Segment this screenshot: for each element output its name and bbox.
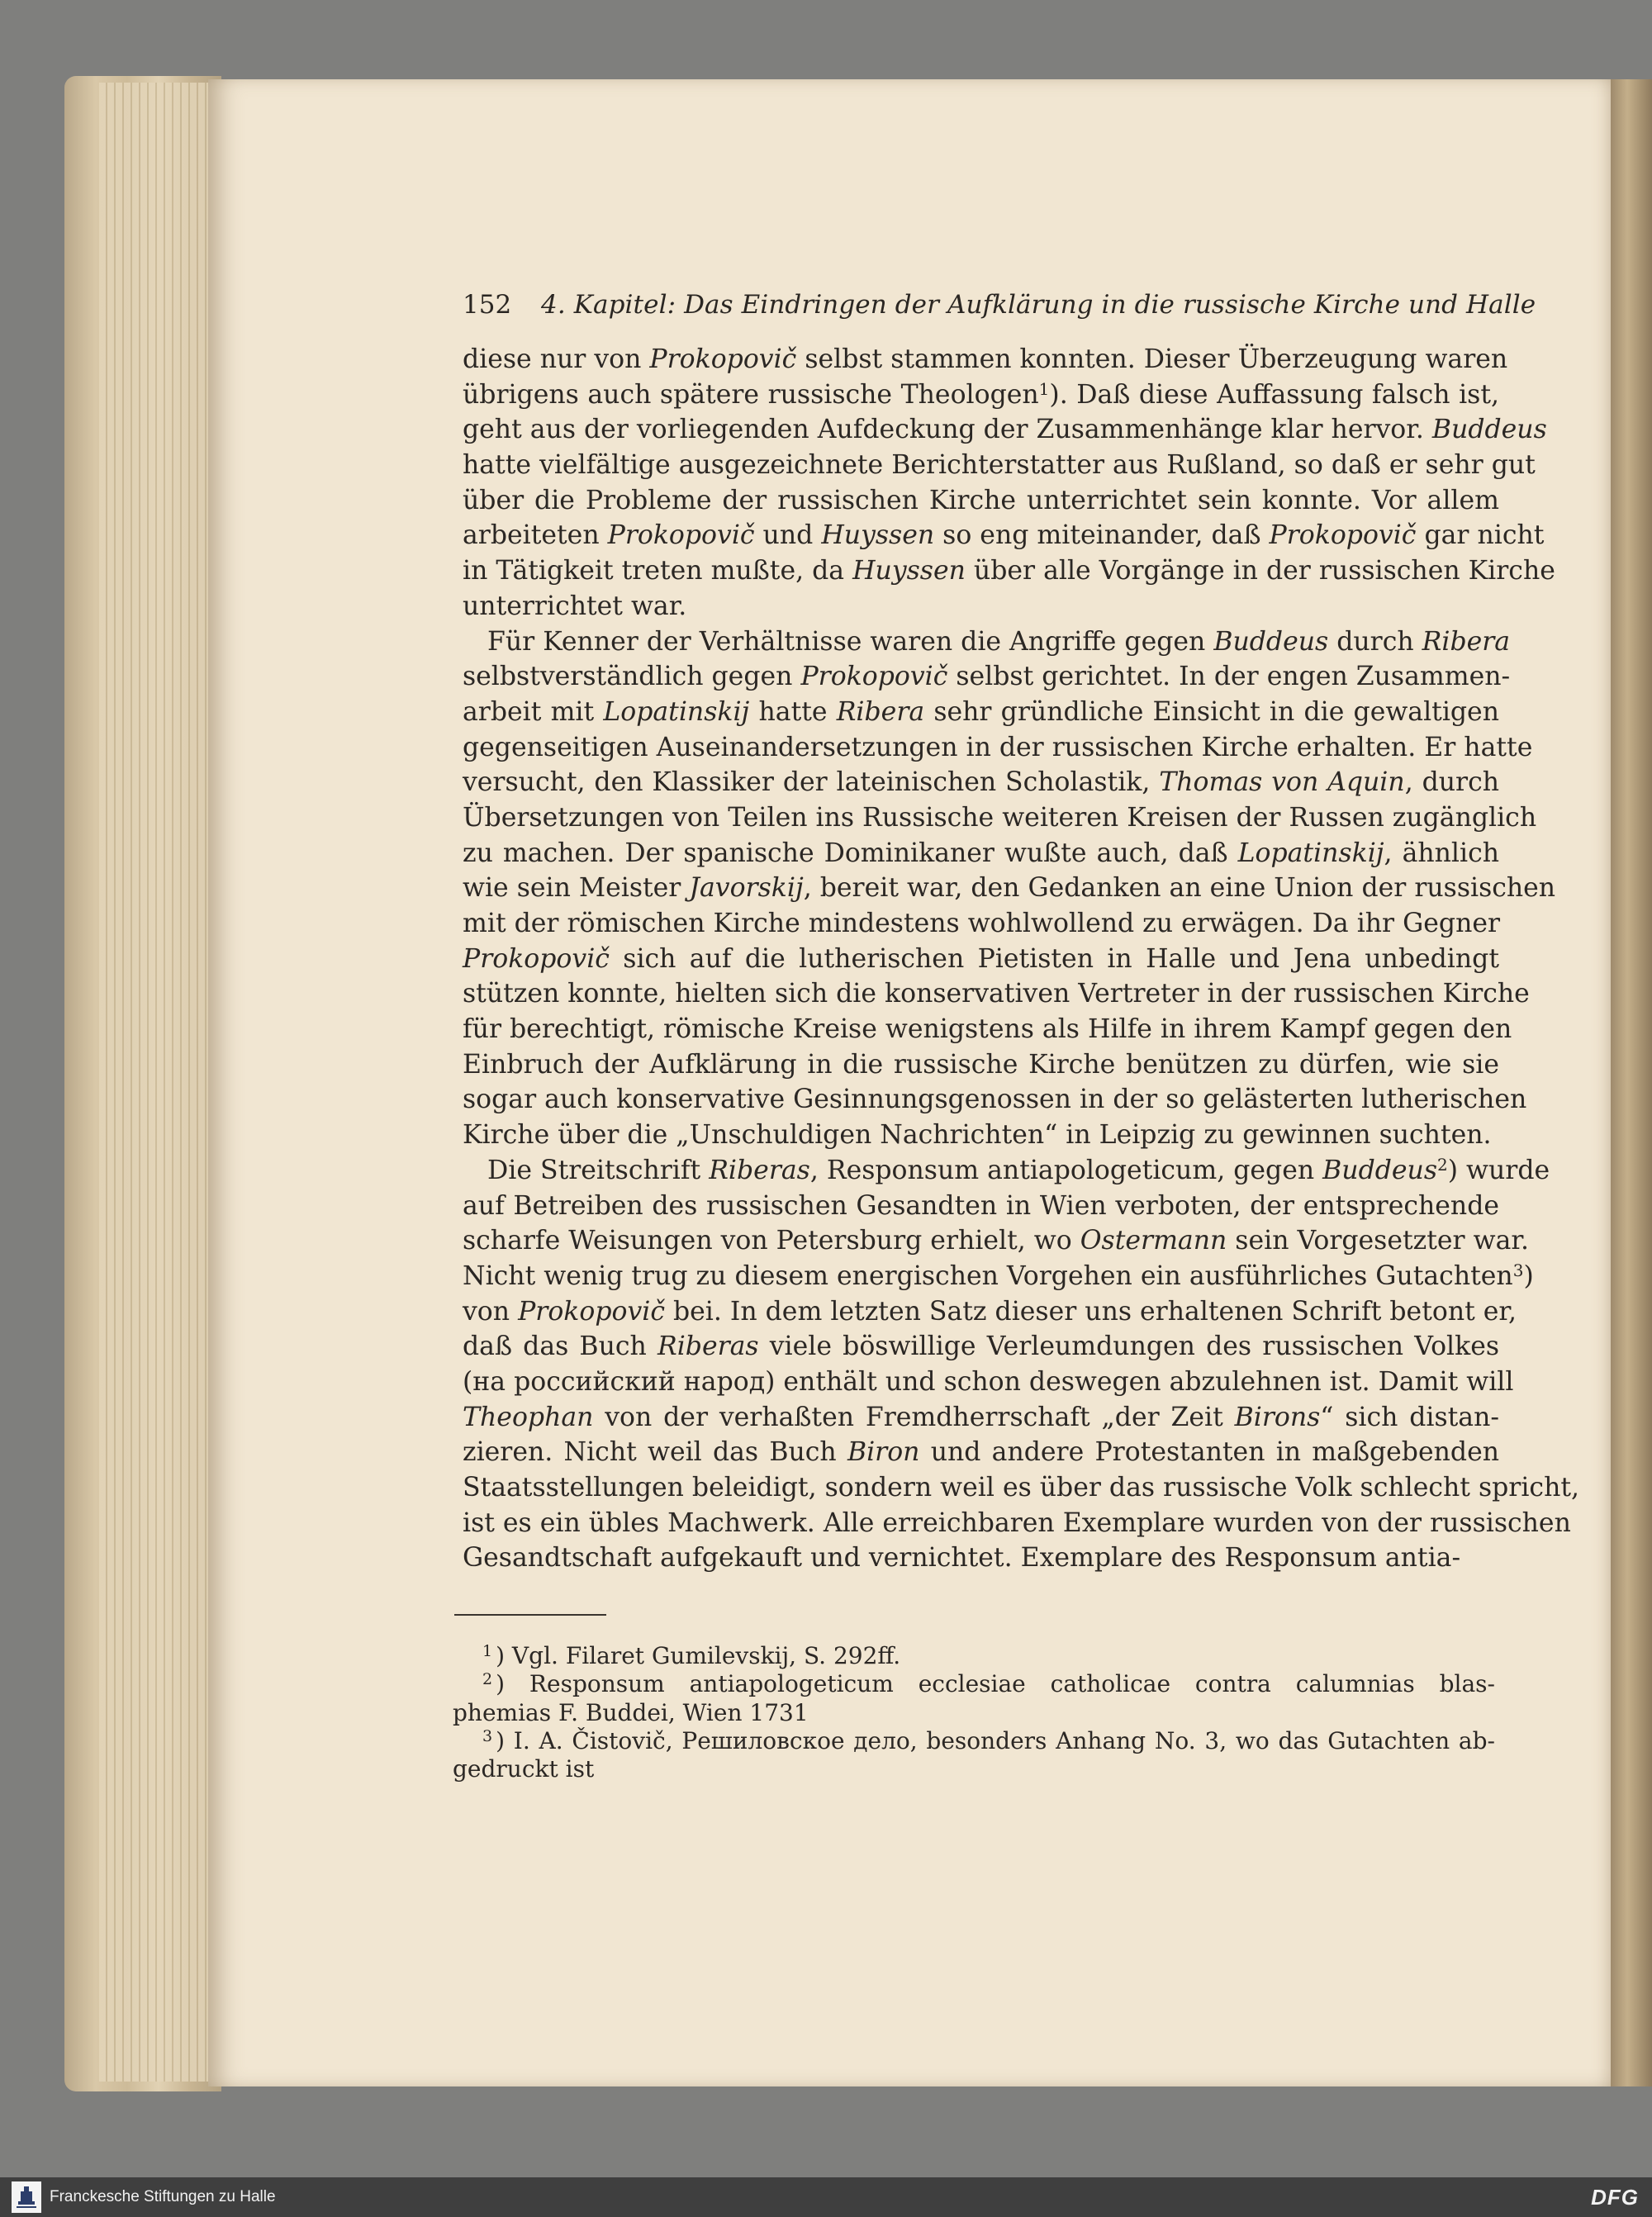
text-line: [463, 1400, 1499, 1436]
footnote-paren: ): [496, 1670, 529, 1698]
text-line: [463, 1189, 1499, 1224]
footnote-reference: 1: [1038, 378, 1050, 399]
footnote-line: [453, 1642, 1495, 1670]
text-run: Für Kenner der Verhältnisse waren die Angriffe gegen: [487, 626, 1214, 657]
footnote-line: [453, 1727, 1495, 1755]
text-line: [463, 412, 1547, 448]
text-run: diese nur von: [463, 344, 650, 374]
text-line: [463, 1223, 1529, 1259]
footnote-text: Responsum antiapologeticum ecclesiae catholicae contra calumnias blas-: [529, 1670, 1495, 1698]
page-edges: [99, 83, 223, 2082]
text-line: [463, 765, 1499, 800]
text-run: selbstverständlich gegen: [463, 662, 801, 692]
text-line: [463, 659, 1511, 695]
text-line: [463, 1329, 1499, 1365]
institution-label: Franckesche Stiftungen zu Halle: [50, 2188, 276, 2205]
text-run: auf Betreiben des russischen Gesandten in Wien verboten, der entsprechende: [463, 1190, 1499, 1221]
text-line: [463, 942, 1499, 977]
text-run: Einbruch der Aufklärung in die russische Kirche benützen zu dürfen, wie sie: [463, 1049, 1499, 1080]
text-line: [463, 1153, 1550, 1189]
footnote-paren: ): [496, 1726, 514, 1754]
text-line: [463, 1294, 1517, 1330]
text-run: sehr gründliche Einsicht in die gewaltigen: [924, 696, 1499, 727]
footnote-paren: ): [496, 1642, 512, 1669]
text-run: unterrichtet war.: [463, 591, 687, 621]
page-number: 152: [463, 290, 512, 320]
footnote-mark: 2: [482, 1670, 493, 1689]
italic-name: Buddeus: [1322, 1155, 1438, 1185]
italic-name: Prokopovič: [1269, 520, 1417, 551]
text-run: zieren. Nicht weil das Buch: [463, 1437, 847, 1468]
text-run: mit der römischen Kirche mindestens wohlwollend zu erwägen. Da ihr Gegner: [463, 909, 1501, 938]
text-run: so eng miteinander, daß: [934, 520, 1270, 551]
text-run: , durch: [1404, 767, 1500, 798]
italic-name: Birons: [1234, 1402, 1321, 1432]
text-run: gegenseitigen Auseinandersetzungen in der russischen Kirche erhalten. Er hatte: [463, 732, 1533, 762]
text-run: für berechtigt, römische Kreise wenigstens als Hilfe in ihrem Kampf gegen den: [463, 1014, 1512, 1045]
text-line: [463, 836, 1499, 871]
text-run: ). Daß diese Auffassung falsch ist,: [1049, 379, 1499, 410]
text-run: hatte vielfältige ausgezeichnete Berichterstatter aus Rußland, so daß er sehr gut: [463, 450, 1536, 481]
right-binding-edge: [1611, 79, 1652, 2086]
text-run: über alle Vorgänge in der russischen Kirche: [965, 556, 1555, 586]
text-line: [463, 1506, 1571, 1541]
text-line: [463, 483, 1499, 519]
italic-name: Prokopovič: [649, 344, 797, 374]
text-run: Kirche über die „Unschuldigen Nachrichten“ in Leipzig zu gewinnen suchten.: [463, 1120, 1492, 1151]
text-line: [463, 695, 1499, 730]
text-line: [463, 1047, 1499, 1083]
text-run: gar nicht: [1416, 520, 1545, 551]
footnote-text: Vgl. Filaret Gumilevskij, S. 292ff.: [511, 1642, 901, 1669]
text-run: , ähnlich: [1384, 838, 1499, 868]
italic-name: Javorskij: [689, 873, 804, 904]
text-line: [463, 1365, 1514, 1400]
italic-name: Ribera: [836, 696, 925, 727]
text-line: [463, 589, 1499, 624]
text-line: [463, 377, 1499, 413]
text-run: Übersetzungen von Teilen ins Russische weiteren Kreisen der Russen zugänglich: [463, 802, 1537, 833]
text-run: daß das Buch: [463, 1332, 657, 1362]
italic-name: Prokopovič: [463, 943, 610, 974]
text-run: in Tätigkeit treten mußte, da: [463, 556, 853, 586]
footnote-mark: 3: [482, 1726, 493, 1745]
text-run: Gesandtschaft aufgekauft und vernichtet. Exemplare des Responsum antia-: [463, 1543, 1461, 1574]
text-run: hatte: [749, 696, 837, 727]
footnote-mark: 1: [482, 1642, 493, 1660]
footnote-line: [453, 1755, 1495, 1783]
italic-name: Huyssen: [821, 520, 935, 551]
text-line: [463, 624, 1511, 660]
italic-name: Theophan: [463, 1402, 594, 1432]
text-run: selbst stammen konnten. Dieser Überzeugung waren: [796, 344, 1508, 374]
text-run: Die Streitschrift: [487, 1155, 710, 1185]
text-line: [463, 871, 1556, 906]
dfg-logo: DFG: [1591, 2185, 1639, 2210]
text-line: [463, 553, 1555, 589]
footnote-reference: 2: [1437, 1154, 1448, 1175]
text-run: durch: [1328, 626, 1422, 657]
footnote-text: I. A. Čistovič, Решиловское дело, besonders Anhang No. 3, wo das Gutachten ab-: [513, 1726, 1495, 1754]
text-run: sein Vorgesetzter war.: [1227, 1226, 1529, 1256]
text-run: von: [463, 1296, 519, 1327]
text-line: [463, 342, 1508, 377]
italic-name: Lopatinskij: [603, 696, 750, 727]
text-line: [463, 1259, 1534, 1294]
text-run: ist es ein übles Machwerk. Alle erreichbaren Exemplare wurden von der russischen: [463, 1507, 1571, 1538]
italic-name: Ribera: [1422, 626, 1511, 657]
footnote-line: [453, 1670, 1495, 1698]
body-text: [463, 342, 1580, 1576]
text-line: [463, 1082, 1527, 1118]
italic-name: Prokopovič: [518, 1296, 665, 1327]
running-head: [463, 284, 1536, 325]
text-line: [463, 1012, 1512, 1047]
italic-name: Huyssen: [852, 556, 966, 586]
italic-name: Thomas von Aquin: [1159, 767, 1405, 798]
text-line: [463, 518, 1545, 553]
text-run: ) wurde: [1447, 1155, 1550, 1185]
text-run: stützen konnte, hielten sich die konservativen Vertreter in der russischen Kirche: [463, 979, 1530, 1009]
text-run: Nicht wenig trug zu diesem energischen Vorgehen ein ausführliches Gutachten: [463, 1260, 1513, 1291]
footnote-line: [453, 1699, 1495, 1727]
text-line: [463, 1435, 1499, 1470]
footnote-text: gedruckt ist: [453, 1755, 595, 1783]
text-line: [463, 1118, 1499, 1153]
institution-logo-icon: [12, 2181, 41, 2213]
text-run: zu machen. Der spanische Dominikaner wußte auch, daß: [463, 838, 1238, 868]
text-run: viele böswillige Verleumdungen des russischen Volkes: [758, 1332, 1500, 1362]
text-run: selbst gerichtet. In der engen Zusammen-: [947, 662, 1511, 692]
text-run: wie sein Meister: [463, 873, 690, 904]
italic-name: Prokopovič: [800, 662, 948, 692]
italic-name: Prokopovič: [607, 520, 755, 551]
text-run: geht aus der vorliegenden Aufdeckung der Zusammenhänge klar hervor.: [463, 415, 1432, 445]
chapter-title: 4. Kapitel: Das Eindringen der Aufklärung in die russische Kirche und Halle: [541, 290, 1536, 320]
footnote-reference: 3: [1512, 1260, 1524, 1280]
text-run: , Responsum antiapologeticum, gegen: [809, 1155, 1323, 1185]
italic-name: Ostermann: [1080, 1226, 1227, 1256]
text-run: “ sich distan-: [1320, 1402, 1499, 1432]
text-run: scharfe Weisungen von Petersburg erhielt, wo: [463, 1226, 1080, 1256]
text-run: , bereit war, den Gedanken an eine Union der russischen: [803, 873, 1556, 904]
text-line: [463, 1470, 1580, 1506]
text-run: versucht, den Klassiker der lateinischen Scholastik,: [463, 767, 1160, 798]
footer-bar: [0, 2177, 1652, 2217]
text-run: über die Probleme der russischen Kirche unterrichtet sein konnte. Vor allem: [463, 485, 1499, 515]
text-run: sich auf die lutherischen Pietisten in Halle und Jena unbedingt: [609, 943, 1499, 974]
text-run: arbeiteten: [463, 520, 608, 551]
italic-name: Riberas: [657, 1332, 759, 1362]
text-run: bei. In dem letzten Satz dieser uns erhaltenen Schrift betont er,: [664, 1296, 1517, 1327]
text-line: [463, 730, 1533, 766]
footnote-text: phemias F. Buddei, Wien 1731: [453, 1698, 809, 1726]
text-run: und: [754, 520, 822, 551]
text-run: sogar auch konservative Gesinnungsgenossen in der so gelästerten lutherischen: [463, 1085, 1527, 1115]
italic-name: Buddeus: [1431, 415, 1547, 445]
text-run: ): [1523, 1260, 1534, 1291]
italic-name: Riberas: [709, 1155, 810, 1185]
text-line: [463, 906, 1499, 942]
italic-name: Buddeus: [1213, 626, 1329, 657]
footnote-separator: [454, 1614, 606, 1616]
text-line: [463, 800, 1537, 836]
text-run: von der verhaßten Fremdherrschaft „der Zeit: [593, 1402, 1235, 1432]
text-line: [463, 1541, 1499, 1576]
text-line: [463, 976, 1530, 1012]
text-run: und andere Protestanten in maßgebenden: [919, 1437, 1499, 1468]
text-run: Staatsstellungen beleidigt, sondern weil es über das russische Volk schlecht spricht,: [463, 1473, 1580, 1503]
text-run: übrigens auch spätere russische Theologen: [463, 379, 1039, 410]
footnotes: [453, 1642, 1495, 1783]
text-line: [463, 448, 1536, 483]
italic-name: Lopatinskij: [1237, 838, 1384, 868]
italic-name: Biron: [847, 1437, 920, 1468]
text-run: (на российский народ) enthält und schon deswegen abzulehnen ist. Damit will: [463, 1366, 1514, 1397]
text-run: arbeit mit: [463, 696, 604, 727]
